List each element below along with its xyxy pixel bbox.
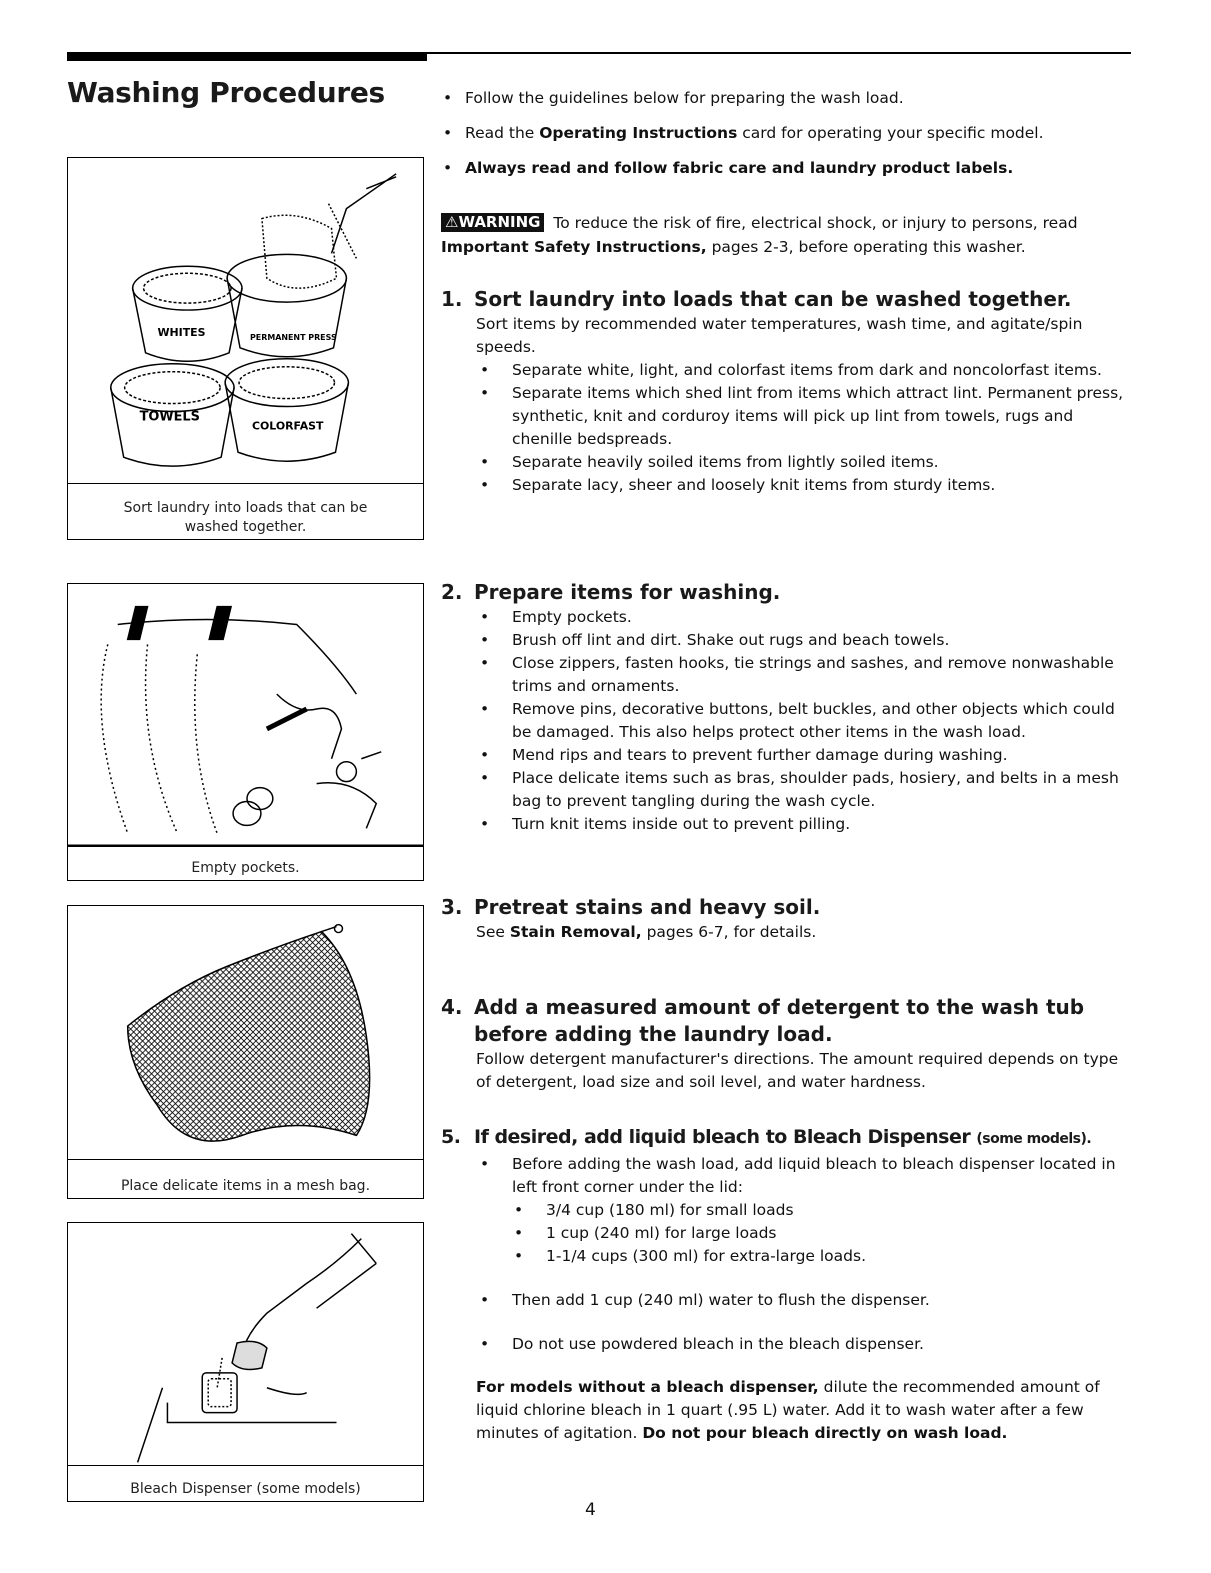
step-2 <box>441 579 1131 836</box>
figure-bleach-dispenser <box>67 1222 424 1502</box>
step-2-bullet: • Empty pockets. <box>476 606 1131 629</box>
figure-caption-bleach: Bleach Dispenser (some models) <box>130 1481 361 1497</box>
step-2-bullet: • Turn knit items inside out to prevent pilling. <box>476 813 1131 836</box>
figure-caption-pockets: Empty pockets. <box>191 860 300 876</box>
intro-text-guidelines: Follow the guidelines below for preparing the wash load. <box>465 89 904 107</box>
step-3-heading <box>441 894 1131 921</box>
intro-text-operating-bold: Operating Instructions <box>539 124 738 142</box>
step-3-text-pre: See <box>476 923 510 941</box>
warning-badge-label: WARNING <box>458 213 541 231</box>
bleach-amount-item: • 1-1/4 cups (300 ml) for extra-large loads. <box>476 1245 1131 1268</box>
step-1 <box>441 286 1131 497</box>
step-1-bullet: • Separate items which shed lint from items which attract lint. Permanent press, synthetic, knit and corduroy items will pick up lint from towels, rugs and chenille bedspreads. <box>476 382 1131 451</box>
step-1-heading <box>441 286 1131 313</box>
step-2-bullet: • Mend rips and tears to prevent further damage during washing. <box>476 744 1131 767</box>
step-4-number: 4. <box>441 995 463 1019</box>
intro-list <box>441 86 1131 191</box>
step-3-number: 3. <box>441 895 463 919</box>
step-2-bullet: • Place delicate items such as bras, shoulder pads, hosiery, and belts in a mesh bag to prevent tangling during the wash cycle. <box>476 767 1131 813</box>
step-5-number: 5. <box>441 1126 461 1148</box>
basket-label-towels: TOWELS <box>139 409 200 425</box>
figure-empty-pockets <box>67 583 424 881</box>
basket-label-permanent-press: PERMANENT PRESS <box>249 332 337 342</box>
warning-text-pre: To reduce the risk of fire, electrical shock, or injury to persons, read <box>548 214 1078 232</box>
figure-caption-sort: Sort laundry into loads that can be washed together. <box>123 500 368 535</box>
step-2-heading <box>441 579 1131 606</box>
intro-item-guidelines <box>441 86 1131 110</box>
bleach-amount-item: • 3/4 cup (180 ml) for small loads <box>476 1199 1131 1222</box>
step-2-bullet: • Close zippers, fasten hooks, tie strings and sashes, and remove nonwashable trims and ornaments. <box>476 652 1131 698</box>
pants-pocket-illustration <box>68 584 423 847</box>
step-5-heading <box>441 1124 1131 1153</box>
step-2-number: 2. <box>441 580 463 604</box>
step-5 <box>441 1124 1131 1445</box>
laundry-baskets-illustration <box>68 158 423 484</box>
step-5-note-bold: For models without a bleach dispenser, <box>476 1378 819 1396</box>
page-title: Washing Procedures <box>67 76 385 109</box>
intro-item-labels <box>441 156 1131 180</box>
step-1-text: Sort items by recommended water temperatures, wash time, and agitate/spin speeds. <box>476 315 1083 356</box>
warning-triangle-icon: ⚠ <box>445 213 459 231</box>
step-3-text-post: pages 6-7, for details. <box>641 923 817 941</box>
step-5-note-text: dilute the recommended amount of liquid chlorine bleach in 1 quart (.95 L) water. Add it to wash water after a few minutes of agitation. <box>476 1378 1100 1442</box>
step-5-title: If desired, add liquid bleach to Bleach Dispenser <box>474 1126 971 1148</box>
page-number: 4 <box>585 1500 596 1520</box>
step-2-title: Prepare items for washing. <box>474 580 781 604</box>
step-3-text-bold: Stain Removal, <box>509 923 642 941</box>
warning-badge <box>441 213 544 232</box>
step-2-bullet: • Remove pins, decorative buttons, belt buckles, and other objects which could be damaged. This also helps protect other items in the wash load. <box>476 698 1131 744</box>
mesh-bag-illustration <box>68 906 423 1160</box>
warning-block <box>441 211 1131 259</box>
bleach-pouring-illustration <box>68 1223 423 1466</box>
warning-text-post: pages 2-3, before operating this washer. <box>706 238 1026 256</box>
step-2-bullet: • Brush off lint and dirt. Shake out rugs and beach towels. <box>476 629 1131 652</box>
step-5-title-suffix: (some models). <box>976 1131 1092 1147</box>
intro-text-operating-pre: Read the <box>465 124 540 142</box>
step-5-bullet: • Then add 1 cup (240 ml) water to flush the dispenser. <box>476 1289 1131 1312</box>
step-4-text: Follow detergent manufacturer's directions. The amount required depends on type of detergent, load size and soil level, and water hardness. <box>476 1050 1119 1091</box>
basket-label-colorfast: COLORFAST <box>251 419 324 433</box>
step-4 <box>441 994 1131 1094</box>
intro-item-operating <box>441 121 1131 145</box>
step-3 <box>441 894 1131 944</box>
step-1-bullet: • Separate white, light, and colorfast items from dark and noncolorfast items. <box>476 359 1131 382</box>
step-4-title: Add a measured amount of detergent to the wash tub before adding the laundry load. <box>474 995 1085 1046</box>
figure-mesh-bag <box>67 905 424 1199</box>
header-rule-thick <box>67 52 427 61</box>
step-5-note <box>476 1376 1131 1445</box>
step-1-bullet: • Separate lacy, sheer and loosely knit items from sturdy items. <box>476 474 1131 497</box>
step-1-title: Sort laundry into loads that can be washed together. <box>474 287 1072 311</box>
figure-sort-laundry <box>67 157 424 540</box>
basket-label-whites: WHITES <box>157 325 206 339</box>
step-4-heading <box>441 994 1131 1048</box>
intro-text-labels: Always read and follow fabric care and laundry product labels. <box>465 159 1014 177</box>
step-5-note-bold-warning: Do not pour bleach directly on wash load. <box>642 1424 1008 1442</box>
header-rule-thin <box>427 52 1131 54</box>
step-1-number: 1. <box>441 287 463 311</box>
figure-caption-mesh: Place delicate items in a mesh bag. <box>120 1178 371 1194</box>
intro-text-operating-post: card for operating your specific model. <box>737 124 1044 142</box>
warning-text-bold: Important Safety Instructions, <box>441 238 707 256</box>
bleach-amount-item: • 1 cup (240 ml) for large loads <box>476 1222 1131 1245</box>
step-3-text <box>476 921 1131 944</box>
step-5-bullet: • Before adding the wash load, add liquid bleach to bleach dispenser located in left front corner under the lid: <box>476 1153 1131 1199</box>
step-1-bullet: • Separate heavily soiled items from lightly soiled items. <box>476 451 1131 474</box>
step-3-title: Pretreat stains and heavy soil. <box>474 895 821 919</box>
step-5-bullet: • Do not use powdered bleach in the bleach dispenser. <box>476 1333 1131 1356</box>
